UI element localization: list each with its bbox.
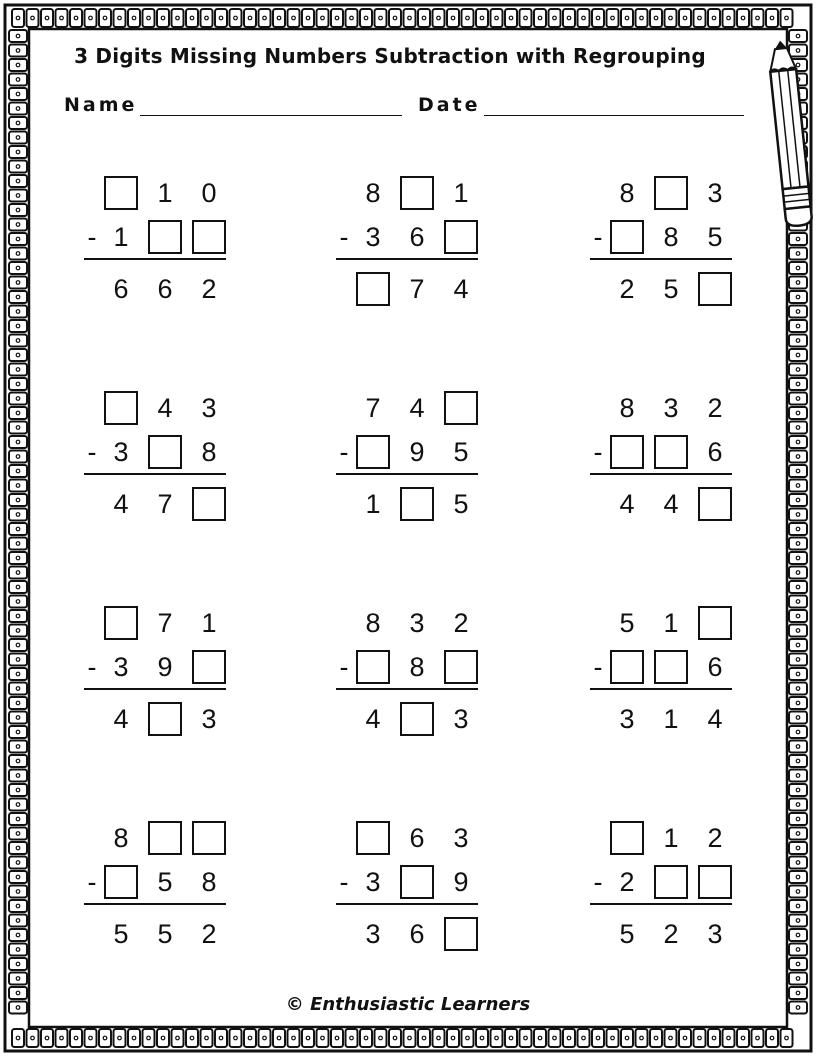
digit: 8	[409, 652, 425, 682]
missing-digit-box[interactable]	[654, 650, 688, 684]
digit: 4	[707, 704, 723, 734]
missing-digit-box[interactable]	[400, 865, 434, 899]
digit: 6	[113, 274, 129, 304]
digit: 5	[619, 608, 635, 638]
digit: 7	[409, 274, 425, 304]
answer-line	[590, 473, 732, 475]
digit: 8	[201, 437, 217, 467]
digit: 3	[619, 704, 635, 734]
digit: 3	[113, 437, 129, 467]
minus-sign: -	[593, 652, 603, 682]
digit: 1	[663, 823, 679, 853]
missing-digit-box[interactable]	[356, 272, 390, 306]
pencil-icon	[766, 40, 816, 230]
missing-digit-box[interactable]	[104, 606, 138, 640]
missing-digit-box[interactable]	[610, 220, 644, 254]
digit: 5	[453, 489, 469, 519]
missing-digit-box[interactable]	[192, 821, 226, 855]
minus-sign: -	[87, 437, 97, 467]
minus-sign: -	[593, 867, 603, 897]
digit: 1	[201, 608, 217, 638]
digit: 5	[113, 919, 129, 949]
digit: 6	[707, 652, 723, 682]
minus-sign: -	[593, 222, 603, 252]
digit: 3	[707, 178, 723, 208]
digit: 1	[157, 178, 173, 208]
digit: 4	[113, 489, 129, 519]
missing-digit-box[interactable]	[444, 391, 478, 425]
subtraction-problem	[336, 391, 486, 531]
digit: 2	[201, 919, 217, 949]
digit: 5	[157, 867, 173, 897]
answer-line	[336, 473, 478, 475]
digit: 8	[619, 393, 635, 423]
minus-sign: -	[87, 867, 97, 897]
missing-digit-box[interactable]	[610, 650, 644, 684]
subtraction-problem	[590, 821, 740, 961]
digit: 3	[663, 393, 679, 423]
missing-digit-box[interactable]	[698, 865, 732, 899]
digit: 3	[365, 919, 381, 949]
answer-line	[84, 688, 226, 690]
digit: 3	[707, 919, 723, 949]
digit: 4	[365, 704, 381, 734]
digit: 9	[157, 652, 173, 682]
subtraction-problem	[590, 176, 740, 316]
digit: 2	[201, 274, 217, 304]
missing-digit-box[interactable]	[104, 391, 138, 425]
digit: 3	[113, 652, 129, 682]
date-label: Date	[418, 94, 481, 116]
missing-digit-box[interactable]	[400, 176, 434, 210]
copyright-footer: © Enthusiastic Learners	[285, 994, 531, 1015]
digit: 1	[365, 489, 381, 519]
digit: 9	[453, 867, 469, 897]
digit: 3	[201, 393, 217, 423]
missing-digit-box[interactable]	[104, 865, 138, 899]
missing-digit-box[interactable]	[192, 650, 226, 684]
subtraction-problem	[84, 176, 234, 316]
digit: 3	[453, 823, 469, 853]
digit: 8	[365, 608, 381, 638]
subtraction-problem	[336, 821, 486, 961]
digit: 2	[453, 608, 469, 638]
digit: 9	[409, 437, 425, 467]
digit: 4	[113, 704, 129, 734]
digit: 6	[409, 919, 425, 949]
digit: 3	[453, 704, 469, 734]
answer-line	[336, 258, 478, 260]
missing-digit-box[interactable]	[610, 435, 644, 469]
digit: 2	[707, 823, 723, 853]
missing-digit-box[interactable]	[192, 487, 226, 521]
missing-digit-box[interactable]	[444, 917, 478, 951]
digit: 1	[113, 222, 129, 252]
answer-line	[590, 688, 732, 690]
subtraction-problem	[590, 391, 740, 531]
missing-digit-box[interactable]	[444, 220, 478, 254]
missing-digit-box[interactable]	[444, 650, 478, 684]
digit: 2	[619, 867, 635, 897]
digit: 8	[113, 823, 129, 853]
minus-sign: -	[87, 222, 97, 252]
minus-sign: -	[339, 867, 349, 897]
minus-sign: -	[339, 652, 349, 682]
answer-line	[590, 903, 732, 905]
missing-digit-box[interactable]	[610, 821, 644, 855]
missing-digit-box[interactable]	[104, 176, 138, 210]
digit: 4	[157, 393, 173, 423]
digit: 3	[201, 704, 217, 734]
digit: 0	[201, 178, 217, 208]
subtraction-problem	[336, 606, 486, 746]
digit: 4	[619, 489, 635, 519]
digit: 8	[365, 178, 381, 208]
digit: 6	[409, 823, 425, 853]
answer-line	[336, 903, 478, 905]
missing-digit-box[interactable]	[356, 650, 390, 684]
digit: 7	[157, 489, 173, 519]
minus-sign: -	[339, 222, 349, 252]
answer-line	[84, 473, 226, 475]
answer-line	[336, 688, 478, 690]
missing-digit-box[interactable]	[148, 220, 182, 254]
subtraction-problem	[336, 176, 486, 316]
digit: 5	[453, 437, 469, 467]
missing-digit-box[interactable]	[698, 272, 732, 306]
worksheet-title: 3 Digits Missing Numbers Subtraction with Regrouping	[74, 44, 706, 68]
missing-digit-box[interactable]	[654, 435, 688, 469]
missing-digit-box[interactable]	[148, 702, 182, 736]
digit: 8	[619, 178, 635, 208]
digit: 8	[663, 222, 679, 252]
digit: 3	[365, 867, 381, 897]
missing-digit-box[interactable]	[698, 606, 732, 640]
digit: 5	[707, 222, 723, 252]
answer-line	[84, 258, 226, 260]
digit: 4	[409, 393, 425, 423]
minus-sign: -	[339, 437, 349, 467]
subtraction-problem	[84, 821, 234, 961]
minus-sign: -	[593, 437, 603, 467]
digit: 4	[453, 274, 469, 304]
digit: 6	[157, 274, 173, 304]
digit: 6	[409, 222, 425, 252]
digit: 3	[409, 608, 425, 638]
missing-digit-box[interactable]	[148, 435, 182, 469]
subtraction-problem	[84, 391, 234, 531]
name-field-line[interactable]	[140, 115, 402, 116]
missing-digit-box[interactable]	[654, 865, 688, 899]
missing-digit-box[interactable]	[400, 487, 434, 521]
missing-digit-box[interactable]	[356, 435, 390, 469]
date-field-line[interactable]	[484, 115, 744, 116]
missing-digit-box[interactable]	[698, 487, 732, 521]
digit: 2	[663, 919, 679, 949]
name-label: Name	[64, 94, 138, 116]
digit: 2	[707, 393, 723, 423]
digit: 7	[365, 393, 381, 423]
subtraction-problem	[590, 606, 740, 746]
missing-digit-box[interactable]	[356, 821, 390, 855]
digit: 4	[663, 489, 679, 519]
answer-line	[84, 903, 226, 905]
digit: 8	[201, 867, 217, 897]
digit: 5	[619, 919, 635, 949]
digit: 1	[663, 608, 679, 638]
answer-line	[590, 258, 732, 260]
missing-digit-box[interactable]	[654, 176, 688, 210]
digit: 5	[157, 919, 173, 949]
missing-digit-box[interactable]	[192, 220, 226, 254]
digit: 7	[157, 608, 173, 638]
digit: 6	[707, 437, 723, 467]
missing-digit-box[interactable]	[148, 821, 182, 855]
digit: 1	[663, 704, 679, 734]
digit: 5	[663, 274, 679, 304]
missing-digit-box[interactable]	[400, 702, 434, 736]
digit: 3	[365, 222, 381, 252]
digit: 2	[619, 274, 635, 304]
subtraction-problem	[84, 606, 234, 746]
minus-sign: -	[87, 652, 97, 682]
digit: 1	[453, 178, 469, 208]
